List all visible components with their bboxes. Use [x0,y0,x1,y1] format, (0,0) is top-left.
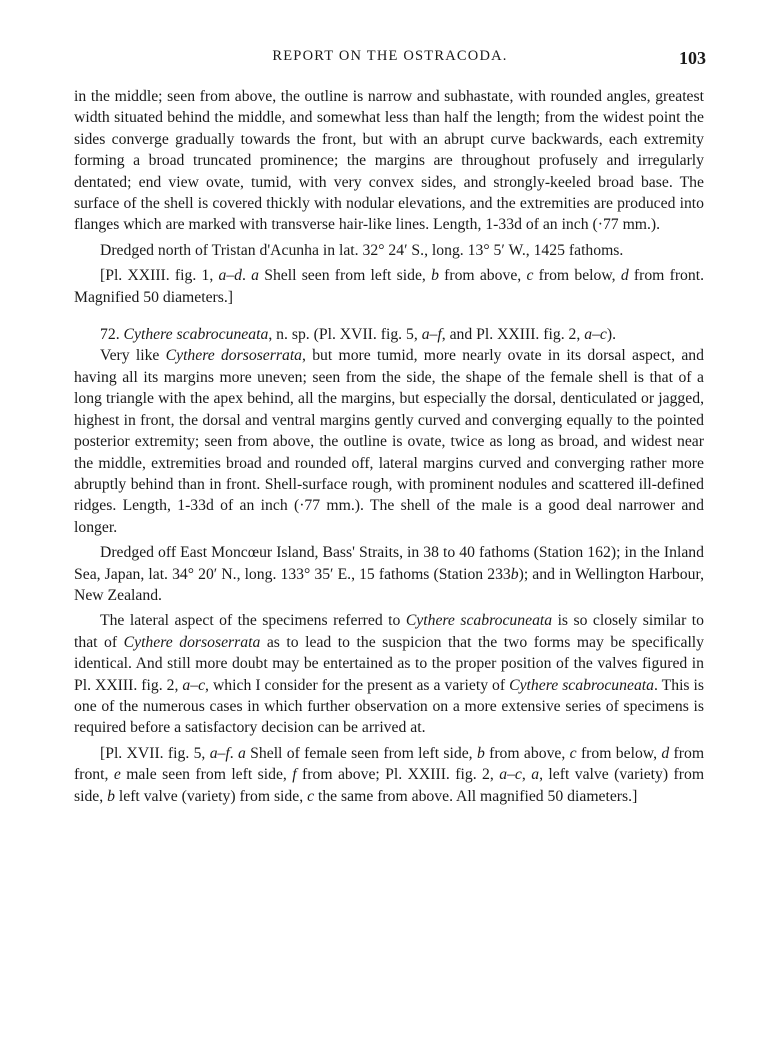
paragraph-species-description: Very like Cythere dorsoserrata, but more tumid, more nearly ovate in its dorsal aspect, and having all its margins more uneven; seen from the side, the shape of the female shell is that of a long triangle with the apex behind, all the margins, but especially the dorsal, denticulated or jagged, highest in front, the dorsal and ventral margins gently curved and converging equally to the pointed posterior extremity; seen from above, the outline is ovate, twice as long as broad, and widest near the middle, extremities broad and rounded off, lateral margins curved and converging rather more abruptly behind than in front. Shell-surface rough, with prominent nodules and scattered ill-defined ridges. Length, 1-33d of an inch (·77 mm.). The shell of the male is a good deal narrower and longer. [74,347,704,536]
paragraph-plate-reference-2: [Pl. XVII. fig. 5, a–f. a Shell of female seen from left side, b from above, c from below, d from front, e male seen from left side, f from above; Pl. XXIII. fig. 2, a–c, a, left valve (variety) from side, b left valve (variety) from side, c the same from above. All magnified 50 diameters.] [74,744,705,805]
species-name: Cythere scabrocuneata [123,326,269,344]
paragraph-plate-reference-1: [Pl. XXIII. fig. 1, a–d. a Shell seen from left side, b from above, c from below, d from front. Magnified 50 diameters.] [74,267,705,306]
species-heading: 72. Cythere scabrocuneata, n. sp. (Pl. XVII. fig. 5, a–f, and Pl. XXIII. fig. 2, a–c). [100,326,617,344]
paragraph-locality: Dredged north of Tristan d'Acunha in lat. 32° 24′ S., long. 13° 5′ W., 1425 fathoms. [100,241,624,259]
paragraph-species-locality: Dredged off East Moncœur Island, Bass' Straits, in 38 to 40 fathoms (Station 162); in the Inland Sea, Japan, lat. 34° 20′ N., long. 133° 35′ E., 15 fathoms (Station 233b); and in Wellington Harbour, New Zealand. [74,544,704,604]
page-number: 103 [679,48,706,68]
paragraph-discussion: The lateral aspect of the specimens referred to Cythere scabrocuneata is so closely similar to that of Cythere dorsoserrata as to lead to the suspicion that the two forms may be specifically identical. And still more doubt may be entertained as to the proper position of the valves figured in Pl. XXIII. fig. 2, a–c, which I consider for the present as a variety of Cythere scabrocuneata. This is one of the numerous cases in which further observation on a more extensive series of specimens is required before a satisfactory decision can be arrived at. [74,612,705,737]
paragraph-description-end: in the middle; seen from above, the outline is narrow and subhastate, with rounded angles, greatest width situated behind the middle, and somewhat less than half the length; from the widest point the sides converge gradually towards the front, but with an abrupt curve backwards, each extremity forming a broad truncated prominence; the margins are throughout profusely and irregularly dentated; end view ovate, tumid, with very convex sides, and strongly-keeled broad base. The surface of the shell is covered thickly with nodular elevations, and the extremities are produced into flanges which are marked with transverse hair-like lines. Length, 1-33d of an inch (·77 mm.). [74,88,704,234]
running-title-text: REPORT ON THE OSTRACODA. [272,48,508,64]
body-text [74,86,704,807]
running-title [74,48,706,70]
